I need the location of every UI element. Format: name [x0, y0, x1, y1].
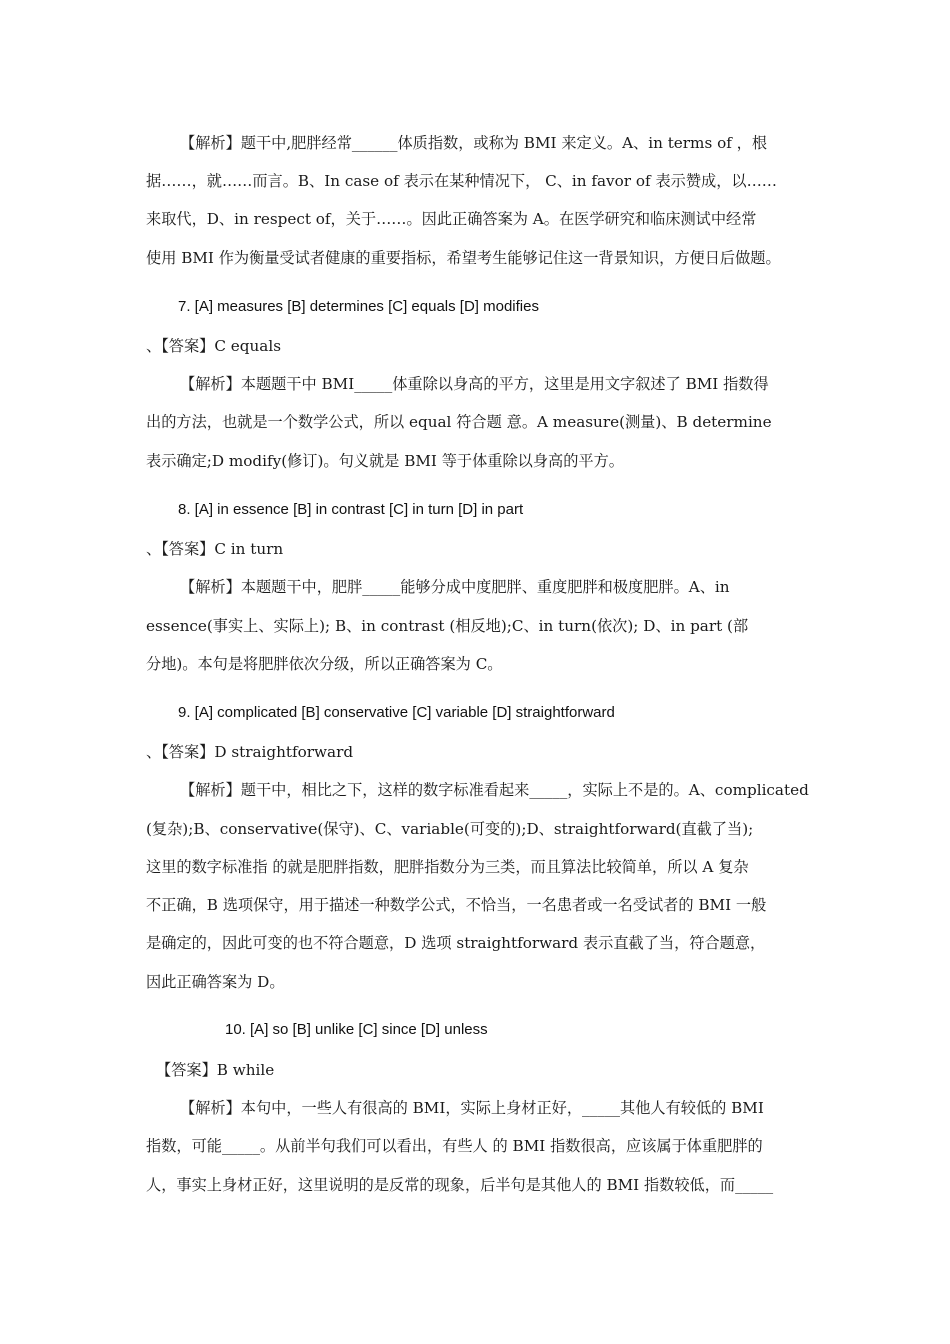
analysis-8-line-3: 分地)。本句是将肥胖依次分级，所以正确答案为 C。: [146, 655, 503, 673]
analysis-6-line-2: 据……，就……而言。B、In case of 表示在某种情况下， C、in favor of 表示赞成，以……: [146, 172, 777, 190]
question-9: 9. [A] complicated [B] conservative [C] variable [D] straightforward: [178, 704, 615, 721]
analysis-7-line-1: 【解析】本题题干中 BMI_____体重除以身高的平方，这里是用文字叙述了 BMI 指数得: [180, 375, 769, 393]
analysis-9-line-5: 是确定的，因此可变的也不符合题意，D 选项 straightforward 表示直截了当，符合题意，: [146, 934, 766, 952]
answer-10: 【答案】B while: [156, 1061, 275, 1079]
analysis-9-line-1: 【解析】题干中，相比之下，这样的数字标准看起来_____，实际上不是的。A、complicated: [180, 781, 809, 799]
answer-7: 、【答案】C equals: [146, 337, 281, 355]
analysis-10-line-2: 指数，可能_____。从前半句我们可以看出，有些人 的 BMI 指数很高，应该属于体重肥胖的: [146, 1137, 763, 1155]
analysis-9-line-4: 不正确，B 选项保守，用于描述一种数学公式，不恰当，一名患者或一名受试者的 BMI 一般: [146, 896, 767, 914]
analysis-7-line-3: 表示确定;D modify(修订)。句义就是 BMI 等于体重除以身高的平方。: [146, 452, 624, 470]
answer-9: 、【答案】D straightforward: [146, 743, 354, 761]
analysis-9-line-3: 这里的数字标准指 的就是肥胖指数，肥胖指数分为三类，而且算法比较简单，所以 A 复杂: [146, 858, 749, 876]
answer-8: 、【答案】C in turn: [146, 540, 284, 558]
question-8: 8. [A] in essence [B] in contrast [C] in turn [D] in part: [178, 501, 524, 518]
analysis-6-line-1: 【解析】题干中,肥胖经常______体质指数，或称为 BMI 来定义。A、in terms of ，根: [180, 134, 768, 152]
analysis-10-line-3: 人，事实上身材正好，这里说明的是反常的现象，后半句是其他人的 BMI 指数较低，而_____: [146, 1176, 774, 1194]
analysis-8-line-1: 【解析】本题题干中，肥胖_____能够分成中度肥胖、重度肥胖和极度肥胖。A、in: [180, 578, 730, 596]
analysis-9-line-6: 因此正确答案为 D。: [146, 973, 285, 991]
analysis-10-line-1: 【解析】本句中，一些人有很高的 BMI，实际上身材正好，_____其他人有较低的 BMI: [180, 1099, 764, 1117]
analysis-8-line-2: essence(事实上、实际上); B、in contrast (相反地);C、in turn(依次); D、in part (部: [146, 617, 749, 635]
analysis-6-line-3: 来取代，D、in respect of，关于……。因此正确答案为 A。在医学研究和临床测试中经常: [146, 210, 757, 228]
analysis-7-line-2: 出的方法，也就是一个数学公式，所以 equal 符合题 意。A measure(测量)、B determine: [146, 413, 772, 431]
analysis-9-line-2: (复杂);B、conservative(保守)、C、variable(可变的);D、straightforward(直截了当);: [146, 820, 754, 838]
question-7: 7. [A] measures [B] determines [C] equals [D] modifies: [178, 298, 539, 315]
question-10: 10. [A] so [B] unlike [C] since [D] unless: [225, 1021, 488, 1038]
analysis-6-line-4: 使用 BMI 作为衡量受试者健康的重要指标，希望考生能够记住这一背景知识，方便日后做题。: [146, 249, 781, 267]
